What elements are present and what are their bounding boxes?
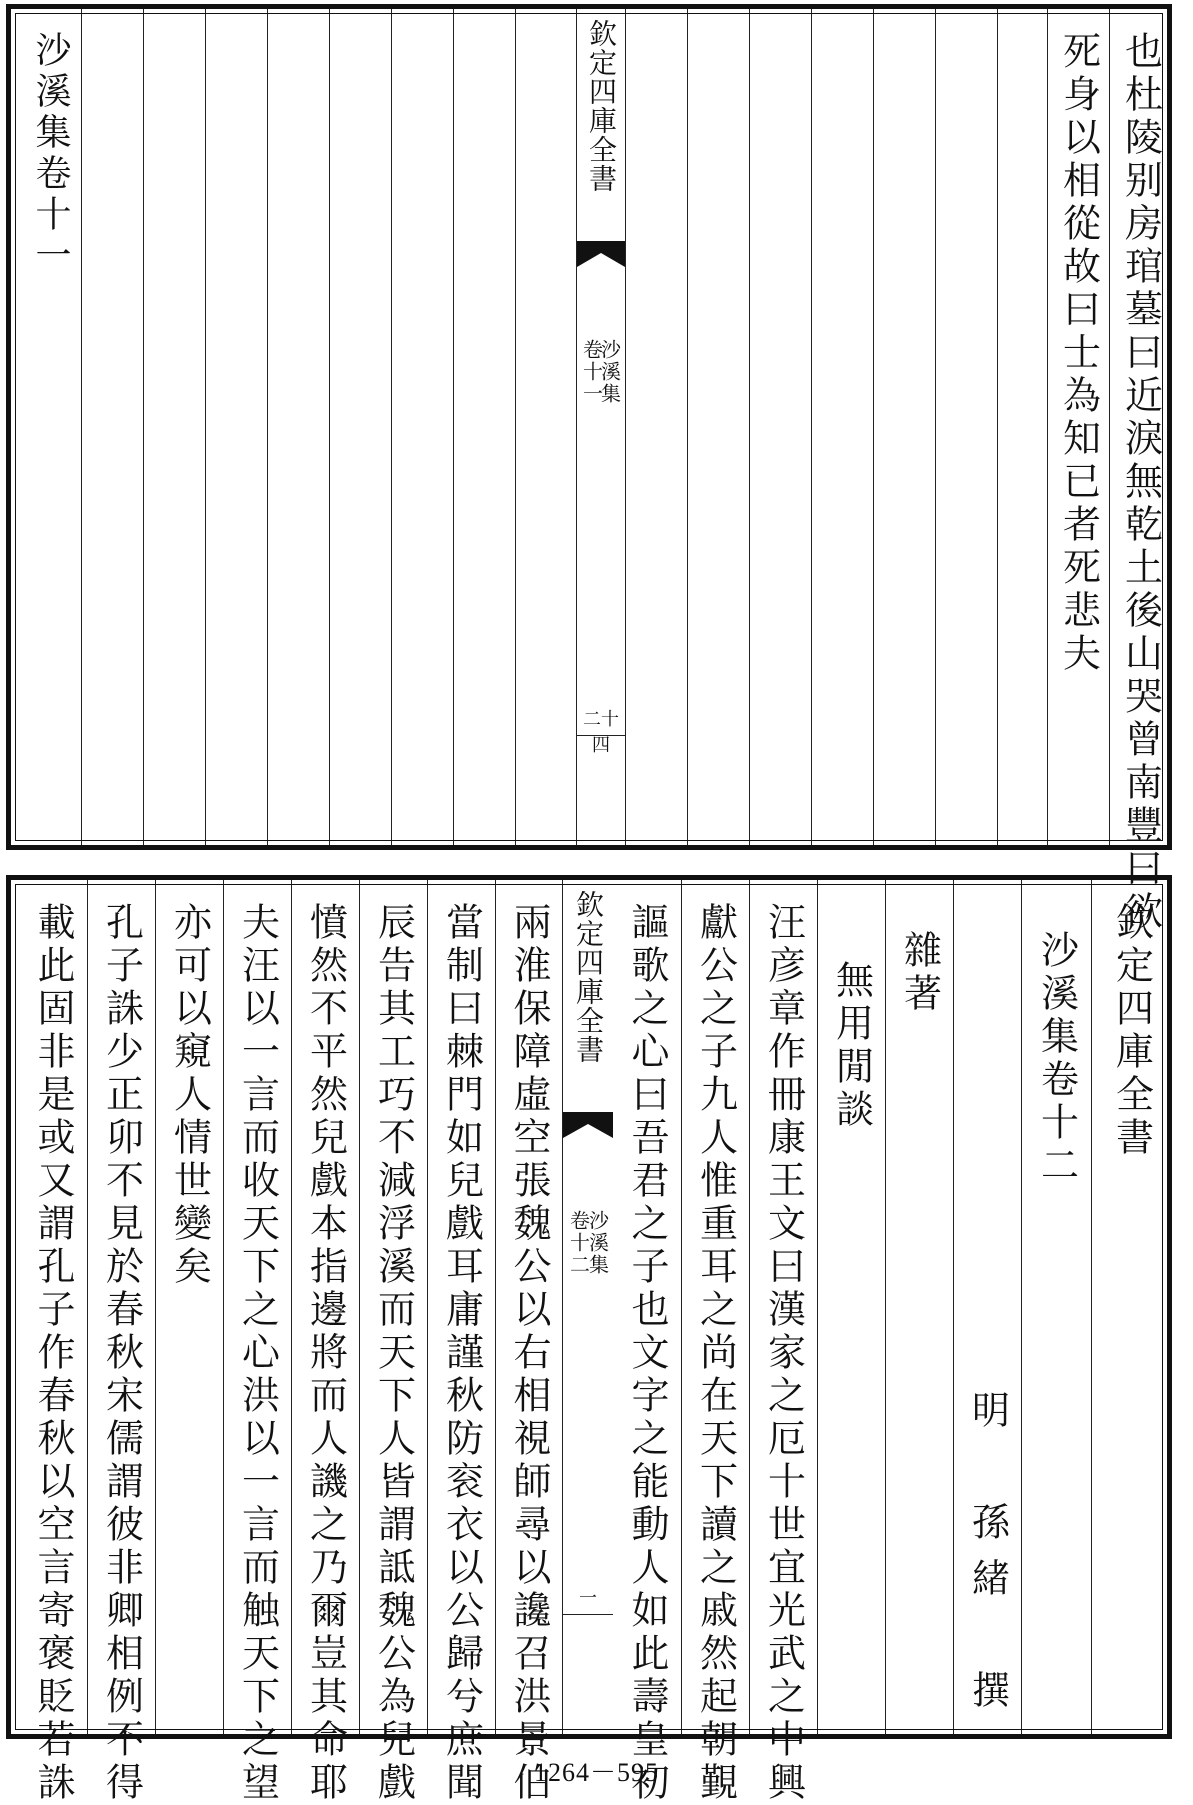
blank-column bbox=[935, 9, 997, 845]
column-text: 當制曰棘門如兒戲耳庸謹秋防衮衣以公歸兮庶聞 bbox=[439, 902, 484, 1805]
blank-column bbox=[453, 9, 515, 845]
column-text: 憤然不平然兒戲本指邊將而人譏之乃爾豈其命耶 bbox=[303, 902, 348, 1805]
center-title: 欽定四庫全書 bbox=[572, 890, 605, 1064]
top-center-fold bbox=[577, 9, 625, 845]
section-heading-column bbox=[885, 880, 953, 1734]
blank-column bbox=[515, 9, 577, 845]
blank-column bbox=[811, 9, 873, 845]
center-book: 沙溪集 bbox=[585, 1210, 610, 1276]
book-title: 欽定四庫全書 bbox=[1109, 902, 1154, 1160]
blank-column bbox=[143, 9, 205, 845]
column-text: 謳歌之心曰吾君之子也文字之能動人如此壽皇初 bbox=[625, 902, 669, 1805]
blank-column bbox=[749, 9, 811, 845]
author-column bbox=[953, 880, 1021, 1734]
blank-column bbox=[267, 9, 329, 845]
column-text: 獻公之子九人惟重耳之尚在天下讀之戚然起朝覲 bbox=[693, 902, 738, 1805]
text-column bbox=[681, 880, 749, 1805]
column-text: 夫汪以一言而收天下之心洪以一言而触天下之望 bbox=[235, 902, 280, 1805]
blank-column bbox=[873, 9, 935, 845]
section-subtitle: 無用閒談 bbox=[829, 960, 874, 1132]
top-left-title-column bbox=[19, 9, 81, 845]
center-divider bbox=[563, 1614, 613, 1615]
blank-column bbox=[81, 9, 143, 845]
column-text: 汪彦章作冊康王文曰漢家之厄十世宜光武之中興 bbox=[761, 902, 806, 1805]
fish-tail-mark bbox=[563, 1112, 613, 1138]
author-line: 明 孫緒 撰 bbox=[965, 1390, 1010, 1726]
blank-column bbox=[205, 9, 267, 845]
fish-tail-mark bbox=[577, 241, 625, 267]
text-column bbox=[87, 880, 155, 1805]
center-page-number: 一 bbox=[579, 1588, 597, 1609]
text-column bbox=[359, 880, 427, 1805]
blank-column bbox=[687, 9, 749, 845]
section-heading-column bbox=[817, 880, 885, 1734]
center-book: 沙溪集 bbox=[597, 339, 622, 405]
center-volume: 卷十二 bbox=[566, 1210, 591, 1276]
text-column bbox=[613, 880, 681, 1805]
blank-column bbox=[625, 9, 687, 845]
text-column bbox=[427, 880, 495, 1805]
top-left-title: 沙溪集卷十一 bbox=[30, 31, 71, 277]
text-column bbox=[19, 880, 87, 1805]
center-page-number: 二十四 bbox=[583, 709, 619, 756]
text-column bbox=[155, 880, 223, 1734]
blank-column bbox=[391, 9, 453, 845]
text-column bbox=[291, 880, 359, 1805]
center-title-box bbox=[563, 880, 613, 1113]
center-title: 欽定四庫全書 bbox=[585, 19, 618, 193]
center-title-box bbox=[577, 9, 625, 242]
top-page bbox=[6, 4, 1172, 934]
bottom-center-fold bbox=[563, 880, 613, 1734]
text-column bbox=[1109, 9, 1171, 934]
volume-title-column bbox=[1021, 880, 1091, 1734]
book-title-column bbox=[1091, 880, 1171, 1734]
text-column bbox=[749, 880, 817, 1805]
blank-column bbox=[997, 9, 1047, 845]
text-column bbox=[1047, 9, 1109, 845]
text-column bbox=[495, 880, 563, 1805]
text-column bbox=[223, 880, 291, 1805]
column-text: 孔子誅少正卯不見於春秋宋儒謂彼非卿相例不得 bbox=[99, 902, 144, 1805]
column-text: 死身以相從故曰士為知已者死悲夫 bbox=[1056, 31, 1101, 676]
center-volume: 卷十一 bbox=[579, 339, 604, 405]
column-text: 辰告其工巧不減浮溪而天下人皆謂詆魏公為兒戲 bbox=[371, 902, 416, 1805]
column-text: 亦可以窺人情世變矣 bbox=[167, 902, 212, 1289]
column-text: 載此固非是或又謂孔子作春秋以空言寄褒貶若誅 bbox=[31, 902, 75, 1805]
column-text: 兩淮保障虛空張魏公以右相視師尋以讒召洪景伯 bbox=[507, 902, 551, 1805]
center-divider bbox=[577, 735, 625, 736]
column-text: 也杜陵别房琯墓曰近淚無乾土後山哭曾南豐曰欲 bbox=[1118, 31, 1163, 934]
volume-title: 沙溪集卷十二 bbox=[1034, 930, 1079, 1188]
section-title: 雜著 bbox=[897, 930, 942, 1016]
page-footer-number: 1264－595 bbox=[533, 1758, 659, 1787]
blank-column bbox=[329, 9, 391, 845]
